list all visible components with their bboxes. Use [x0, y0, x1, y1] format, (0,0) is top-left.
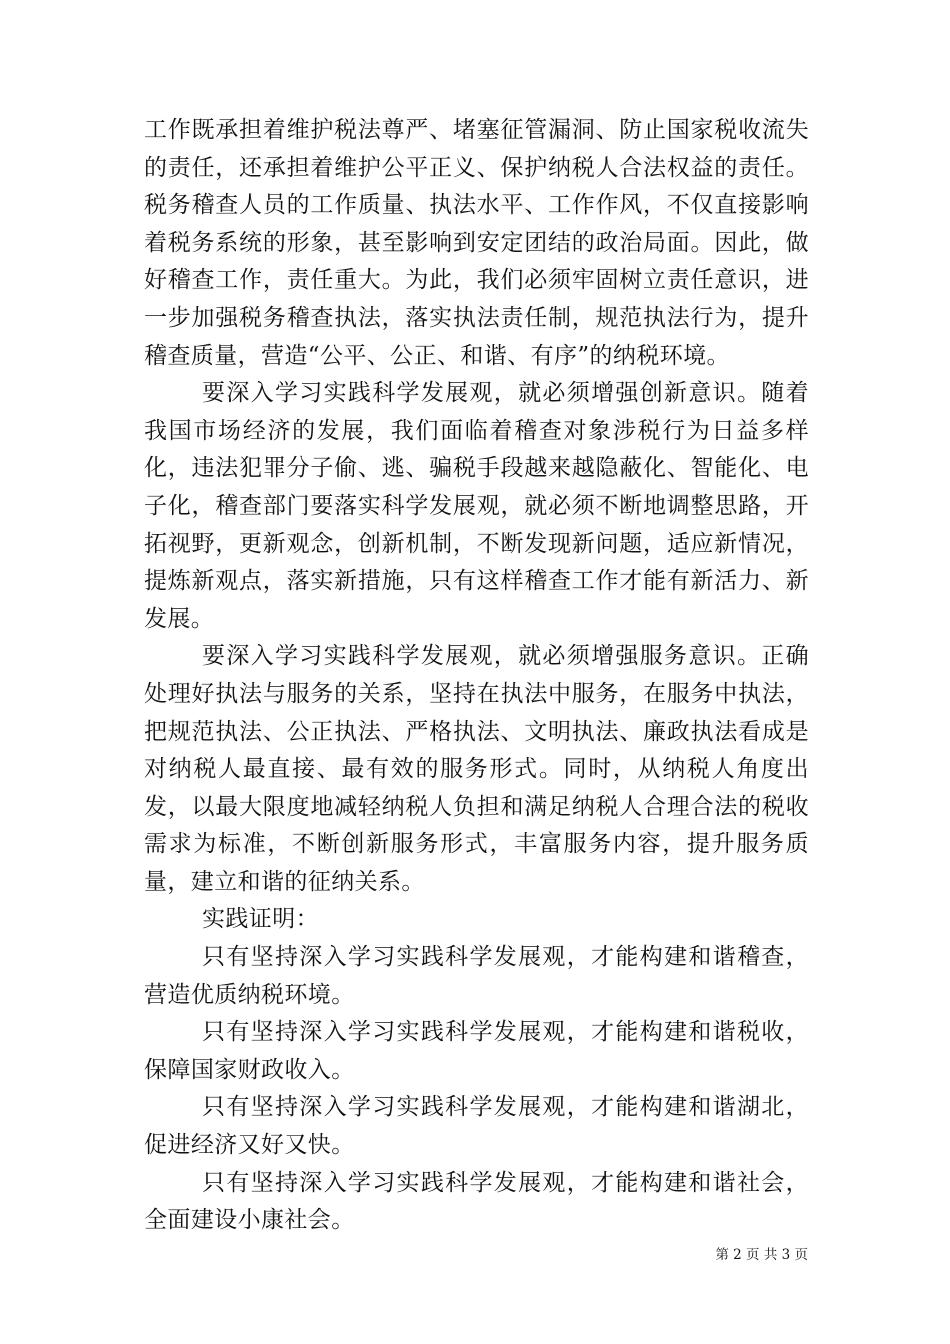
text-line: 作，责任重大。为此，我们必须牢固树立责任意识，进一步加强税 [144, 267, 809, 331]
body-paragraph [144, 112, 809, 375]
text-line: 只有坚持深入学习实践科学发展观，才能构建和谐社会，全面 [144, 1169, 809, 1234]
text-line: 断创新服务形式，丰富服务内容，提升服务质量，建立和谐的征纳 [144, 831, 810, 895]
text-line: 实新措施，只有这样稽查工作才能有新活力、新发展。 [144, 568, 809, 632]
text-line: 工作既承担着维护税法尊严、堵塞征管漏洞、防止国家税收流失的 [144, 117, 809, 181]
text-line: 稽查人员的工作质量、执法水平、工作作风，不仅直接影响着税务 [144, 192, 809, 256]
text-line: 造“公平、公正、和谐、有序”的纳税环境。 [284, 342, 730, 369]
text-line: 务稽查执法，落实执法责任制，规范执法行为，提升稽查质量，营 [144, 304, 810, 369]
text-line: 建设小康社会。 [190, 1207, 355, 1234]
body-paragraph [144, 1165, 809, 1240]
text-line: 责任，还承担着维护公平正义、保护纳税人合法权益的责任。税务 [144, 154, 809, 219]
text-line: 部门要落实科学发展观，就必须不断地调整思路，开拓视野，更新 [144, 492, 810, 557]
text-line: 观念，创新机制，不断发现新问题，适应新情况，提炼新观点，落 [144, 530, 809, 595]
text-line: 好执法与服务的关系，坚持在执法中服务，在服务中执法，把规范 [144, 680, 809, 745]
text-line: 只有坚持深入学习实践科学发展观，才能构建和谐税收，保障 [144, 1019, 809, 1083]
text-line: 只有坚持深入学习实践科学发展观，才能构建和谐稽查，营造 [144, 944, 809, 1008]
body-paragraph [144, 1089, 809, 1164]
document-body [144, 112, 809, 1240]
text-line: 优质纳税环境。 [190, 981, 355, 1008]
text-line: 执法、公正执法、严格执法、文明执法、廉政执法看成是对纳税人 [144, 718, 810, 783]
body-paragraph [144, 638, 809, 901]
text-line: 系统的形象，甚至影响到安定团结的政治局面。因此，做好稽查工 [144, 229, 810, 294]
body-paragraph [144, 1014, 809, 1089]
text-line: 市场经济的发展，我们面临着稽查对象涉税行为日益多样化，违法 [144, 417, 809, 482]
body-paragraph [144, 375, 809, 638]
text-line: 要深入学习实践科学发展观，就必须增强创新意识。随着我国 [144, 380, 809, 444]
text-line: 只有坚持深入学习实践科学发展观，才能构建和谐湖北，促进 [144, 1094, 809, 1159]
text-line: 国家财政收入。 [190, 1056, 355, 1083]
text-line: 度地减轻纳税人负担和满足纳税人合理合法的税收需求为标准，不 [144, 793, 809, 858]
text-line: 最直接、最有效的服务形式。同时，从纳税人角度出发，以最大限 [144, 756, 810, 820]
text-line: 犯罪分子偷、逃、骗税手段越来越隐蔽化、智能化、电子化，稽查 [144, 455, 809, 519]
text-line: 实践证明： [202, 906, 319, 933]
text-line: 关系。 [354, 868, 425, 895]
text-line: 要深入学习实践科学发展观，就必须增强服务意识。正确处理 [144, 643, 809, 707]
page-indicator: 第 2 页 共 3 页 [715, 1247, 808, 1263]
body-paragraph [144, 901, 809, 939]
body-paragraph [144, 939, 809, 1014]
text-line: 经济又好又快。 [190, 1132, 355, 1159]
